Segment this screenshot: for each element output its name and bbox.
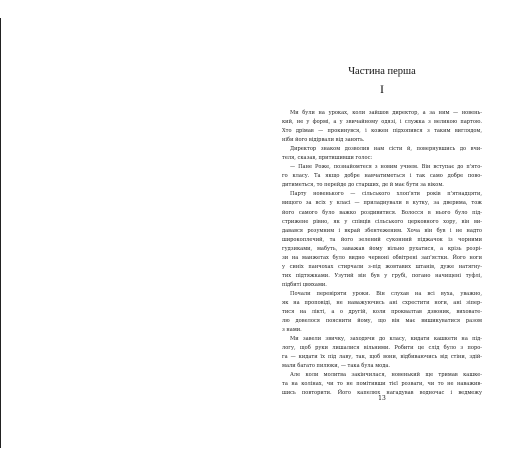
text-line: підбиті цвяхами. bbox=[282, 281, 327, 288]
left-page-edge bbox=[0, 18, 1, 448]
text-line: Хто дрімав — прокинувся, і кожен підхопився з таким виглядом, bbox=[282, 128, 482, 135]
text-line: га — кидати їх під лаву, так, щоб вони, відбиваючись від стіни, здій- bbox=[282, 354, 482, 361]
text-line: Парту новенького — сільського хлоп'яти років п'ятнадцяти, bbox=[290, 191, 482, 198]
text-line: кий, не у формі, а у звичайному одязі, і служка з великою партою. bbox=[282, 119, 482, 126]
right-page bbox=[282, 66, 482, 399]
text-line: стрижене рівно, як у співців сільського церковного хору, він ви- bbox=[282, 218, 482, 225]
part-title: Частина перша bbox=[348, 66, 416, 77]
text-line: тися на лікті, а о другій, коли проквалтав дзвоник, виховате- bbox=[282, 309, 482, 316]
text-line: Ми були на уроках, коли зайшов директор, а за ним — новень- bbox=[290, 110, 482, 116]
text-line: логу, щоб руки лишалися вільними. Робити це слід було з поро- bbox=[282, 345, 482, 352]
text-line: шись повторити. Його капелюх нагадував водночас і ведмежу bbox=[282, 390, 482, 397]
text-line: теля, сказав, притишивши голос: bbox=[282, 155, 373, 162]
page-number: 13 bbox=[378, 395, 386, 402]
text-line: з нами. bbox=[282, 327, 302, 334]
text-line: як на проповіді, не наважуючись ані схрестити ноги, ані зіпер- bbox=[282, 299, 482, 306]
text-line: Ми завели звичку, заходячи до класу, кидати кашкети на під- bbox=[290, 336, 482, 343]
text-line: у синіх панчохах стирчали з-під жовтавих штанів, дуже натягну- bbox=[282, 263, 482, 270]
text-line: зи на манжетах було видно червоні обвітрені зап'ястки. Його ноги bbox=[282, 254, 482, 261]
text-line: — Пане Роже, познайомтеся з новим учнем. Він вступає до п'ято- bbox=[290, 164, 482, 171]
text-line: широкоплечий, та його зелений суконний піджачок із чорними bbox=[282, 236, 482, 243]
text-line: Але коли молитва закінчилася, новенький ще тримав кашке- bbox=[290, 372, 482, 379]
text-line: Директор знаком дозволив нам сісти й, повернувшись до вчи- bbox=[290, 146, 482, 153]
body-text bbox=[282, 109, 482, 399]
text-line: гудзиками, мабуть, заважав йому вільно рухатися, а крізь розрі- bbox=[282, 245, 482, 252]
text-line: го класу. Та якщо добре навчатиметься і так само добре пово- bbox=[282, 173, 482, 180]
text-line: тих підтяжками. Узутий він був у грубі, погано начищені туфлі, bbox=[282, 272, 482, 279]
text-line: вищого за всіх у класі — приладнували в кутку, за дверима, тож bbox=[282, 200, 482, 207]
chapter-number: I bbox=[380, 82, 384, 96]
text-line: Почали перевіряти уроки. Він слухав на всі вуха, уважно, bbox=[290, 290, 482, 297]
text-line: ніби його відірвали від занять. bbox=[282, 137, 365, 144]
text-line: давався розумним і вкрай збентеженим. Хоча він був і не надто bbox=[282, 227, 482, 234]
text-line: та на колінах, чи то не помітивши тієї розваги, чи то не наважив- bbox=[282, 381, 482, 388]
text-line: дитиметься, то перейде до старших, де й має бути за віком. bbox=[282, 182, 444, 189]
text-line: його самого було важко роздивитися. Волосся в нього було під- bbox=[282, 209, 482, 216]
text-line: лю довелося пояснити йому, що він має вишикуватися разом bbox=[282, 318, 482, 325]
text-line: мали багато пилюки, — така була мода. bbox=[282, 363, 391, 370]
